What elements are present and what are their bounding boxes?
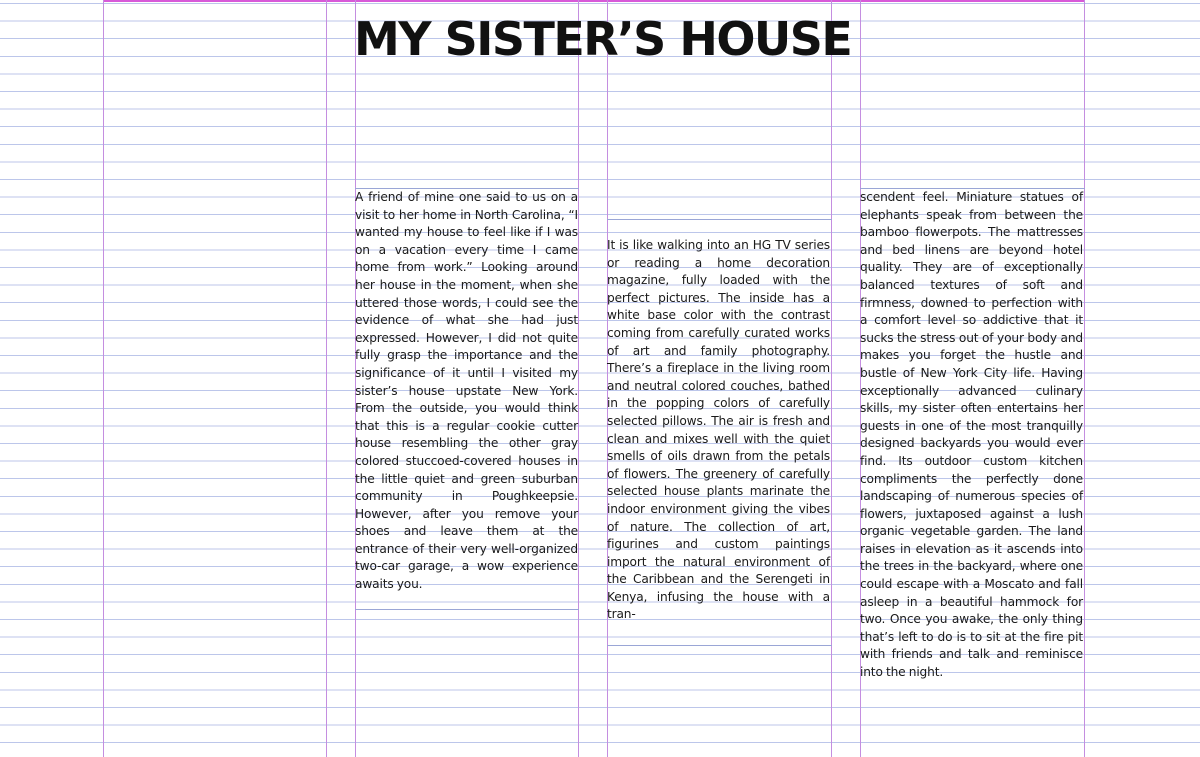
article-title: MY SISTER’S HOUSE — [354, 12, 852, 66]
margin-guide-left — [103, 0, 104, 757]
column-guide — [831, 0, 832, 757]
article-paragraph: A friend of mine one said to us on a visit to her home in North Carolina, “I wanted my house to feel like if I was on a vacation every time I came home from work.” Looking around her house in the moment, when she uttered those words, I could see the evidence of what she had just expressed. However, I did not quite fully grasp the importance and the significance of it until I visited my sister’s house upstate New York. From the outside, you would think that this is a regular cookie cutter house resembling the other gray colored stuccoed-covered houses in the little quiet and green suburban community in Poughkeepsie. However, after you remove your shoes and leave them at the entrance of their very well-organized two-car garage, a wow experience awaits you. — [355, 190, 578, 592]
text-column-1 — [355, 189, 578, 594]
article-paragraph: scendent feel. Miniature statues of elephants speak from between the bamboo flowerpots. The mattresses and bed linens are beyond hotel quality. They are of exceptionally balanced textures of soft and firmness, downed to perfection with a comfort level so addictive that it sucks the stress out of your body and makes you forget the hustle and bustle of New York City life. Having exceptionally advanced culinary skills, my sister often entertains her guests in one of the most tranquilly designed backyards you would ever find. Its outdoor custom kitchen compliments the perfectly done landscaping of numerous species of flowers, juxtaposed against a lush organic vegetable garden. The land raises in elevation as it ascends into the trees in the backyard, where one could escape with a Moscato and fall asleep in a beautiful hammock for two. Once you awake, the only thing that’s left to do is to sit at the fire pit with friends and talk and reminisce into the night. — [860, 190, 1083, 680]
text-frame-edge — [355, 609, 579, 610]
article-paragraph: It is like walking into an HG TV series or reading a home decoration magazine, fully loaded with the perfect pictures. The inside has a white base color with the contrast coming from carefully curated works of art and family photography. There’s a fireplace in the living room and neutral colored couches, bathed in the popping colors of carefully selected pillows. The air is fresh and clean and mixes well with the quiet smells of oils drawn from the petals of flowers. The greenery of carefully selected house plants marinate the indoor environment giving the vibes of nature. The collection of art, figurines and custom paintings import the natural environment of the Caribbean and the Serengeti in Kenya, infusing the house with a tran- — [607, 238, 830, 622]
text-column-3 — [860, 189, 1083, 682]
text-column-2 — [607, 237, 830, 624]
margin-guide-right — [1084, 0, 1085, 757]
text-frame-edge — [607, 219, 832, 220]
top-margin-guide — [103, 0, 1085, 2]
column-guide — [578, 0, 579, 757]
column-guide — [326, 0, 327, 757]
text-frame-edge — [607, 645, 832, 646]
